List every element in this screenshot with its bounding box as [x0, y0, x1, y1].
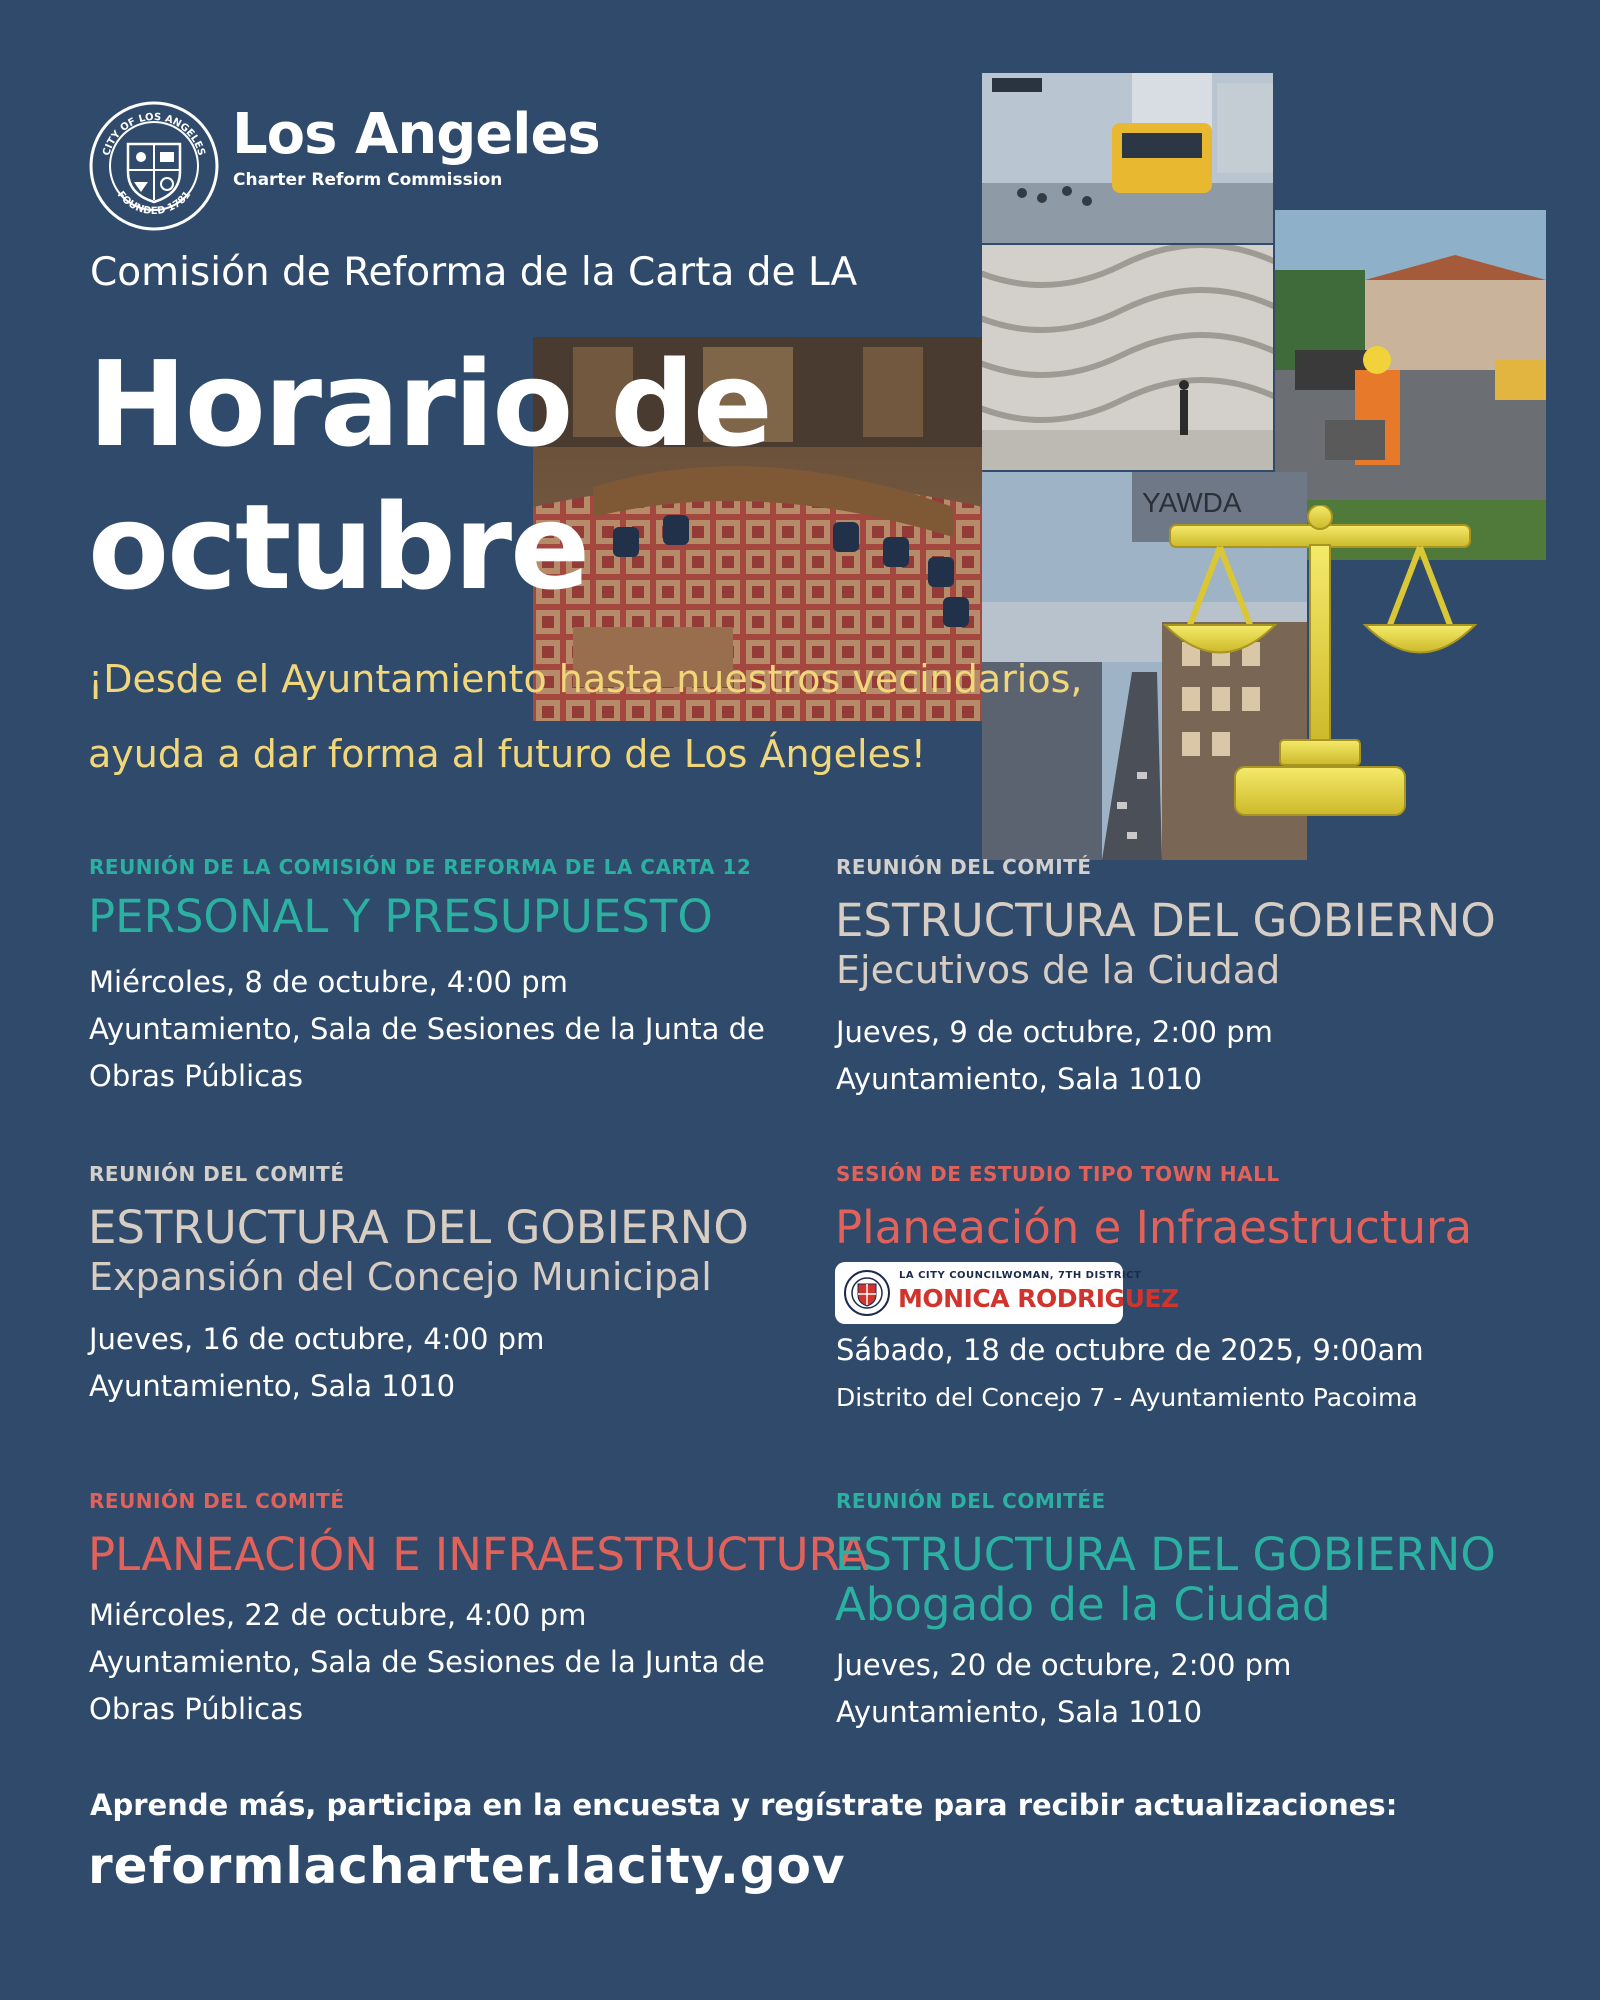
city-seal-logo: [88, 100, 220, 232]
footer-website-link[interactable]: reformlacharter.lacity.gov: [88, 1837, 846, 1895]
event-title: PERSONAL Y PRESUPUESTO: [88, 890, 713, 943]
event-location: Ayuntamiento, Sala 1010: [89, 1369, 456, 1403]
badge-district-text: LA CITY COUNCILWOMAN, 7TH DISTRICT: [899, 1270, 1142, 1281]
event-label: REUNIÓN DEL COMITÉE: [836, 1489, 1106, 1513]
museum-facade-photo: [982, 245, 1273, 470]
tagline-line-2: ayuda a dar forma al futuro de Los Ángeles!: [88, 732, 927, 776]
event-label: REUNIÓN DE LA COMISIÓN DE REFORMA DE LA CARTA 12: [89, 855, 752, 879]
street-sign-text: YAWDA: [1142, 487, 1242, 518]
event-location: Ayuntamiento, Sala de Sesiones de la Junta de: [89, 1012, 765, 1046]
event-location: Ayuntamiento, Sala 1010: [836, 1695, 1203, 1729]
event-label: SESIÓN DE ESTUDIO TIPO TOWN HALL: [836, 1162, 1280, 1186]
event-subtitle: Ejecutivos de la Ciudad: [836, 948, 1281, 992]
brand-subtitle: Charter Reform Commission: [233, 170, 503, 190]
event-date: Jueves, 9 de octubre, 2:00 pm: [836, 1015, 1273, 1049]
event-date: Miércoles, 8 de octubre, 4:00 pm: [89, 965, 568, 999]
event-title: ESTRUCTURA DEL GOBIERNO: [88, 1201, 749, 1254]
event-date: Sábado, 18 de octubre de 2025, 9:00am: [836, 1333, 1424, 1367]
brand-name: Los Angeles: [232, 102, 600, 167]
event-title: Planeación e Infraestructura: [835, 1201, 1473, 1254]
event-location-cont: Obras Públicas: [89, 1692, 303, 1726]
event-label: REUNIÓN DEL COMITÉ: [89, 1489, 345, 1513]
seal-text-bottom: FOUNDED 1781: [114, 189, 194, 218]
event-title: ESTRUCTURA DEL GOBIERNO: [835, 894, 1496, 947]
metro-train-photo: [982, 73, 1273, 243]
event-subtitle: Abogado de la Ciudad: [835, 1578, 1331, 1631]
page-title-line-2: octubre: [88, 478, 589, 616]
event-location: Ayuntamiento, Sala de Sesiones de la Junta de: [89, 1645, 765, 1679]
scales-of-justice-icon: [1160, 505, 1480, 830]
seal-text-top: CITY OF LOS ANGELES: [101, 111, 207, 157]
event-label: REUNIÓN DEL COMITÉ: [89, 1162, 345, 1186]
event-date: Jueves, 20 de octubre, 2:00 pm: [836, 1648, 1292, 1682]
badge-councilwoman-name: MONICA RODRIGUEZ: [898, 1284, 1179, 1313]
event-title: ESTRUCTURA DEL GOBIERNO: [835, 1528, 1496, 1581]
footer-call-to-action: Aprende más, participa en la encuesta y regístrate para recibir actualizaciones:: [90, 1788, 1398, 1822]
event-title: PLANEACIÓN E INFRAESTRUCTURA: [88, 1528, 869, 1581]
event-location-cont: Obras Públicas: [89, 1059, 303, 1093]
event-location: Distrito del Concejo 7 - Ayuntamiento Pacoima: [836, 1383, 1418, 1412]
badge-seal-icon: [843, 1269, 891, 1317]
commission-heading: Comisión de Reforma de la Carta de LA: [90, 250, 858, 295]
tagline-line-1: ¡Desde el Ayuntamiento hasta nuestros vecindarios,: [88, 657, 1083, 701]
event-label: REUNIÓN DEL COMITÉ: [836, 855, 1092, 879]
event-date: Miércoles, 22 de octubre, 4:00 pm: [89, 1598, 587, 1632]
event-date: Jueves, 16 de octubre, 4:00 pm: [89, 1322, 545, 1356]
event-location: Ayuntamiento, Sala 1010: [836, 1062, 1203, 1096]
councilwoman-badge: [835, 1262, 1179, 1324]
page-title-line-1: Horario de: [88, 335, 771, 473]
event-subtitle: Expansión del Concejo Municipal: [89, 1255, 712, 1299]
